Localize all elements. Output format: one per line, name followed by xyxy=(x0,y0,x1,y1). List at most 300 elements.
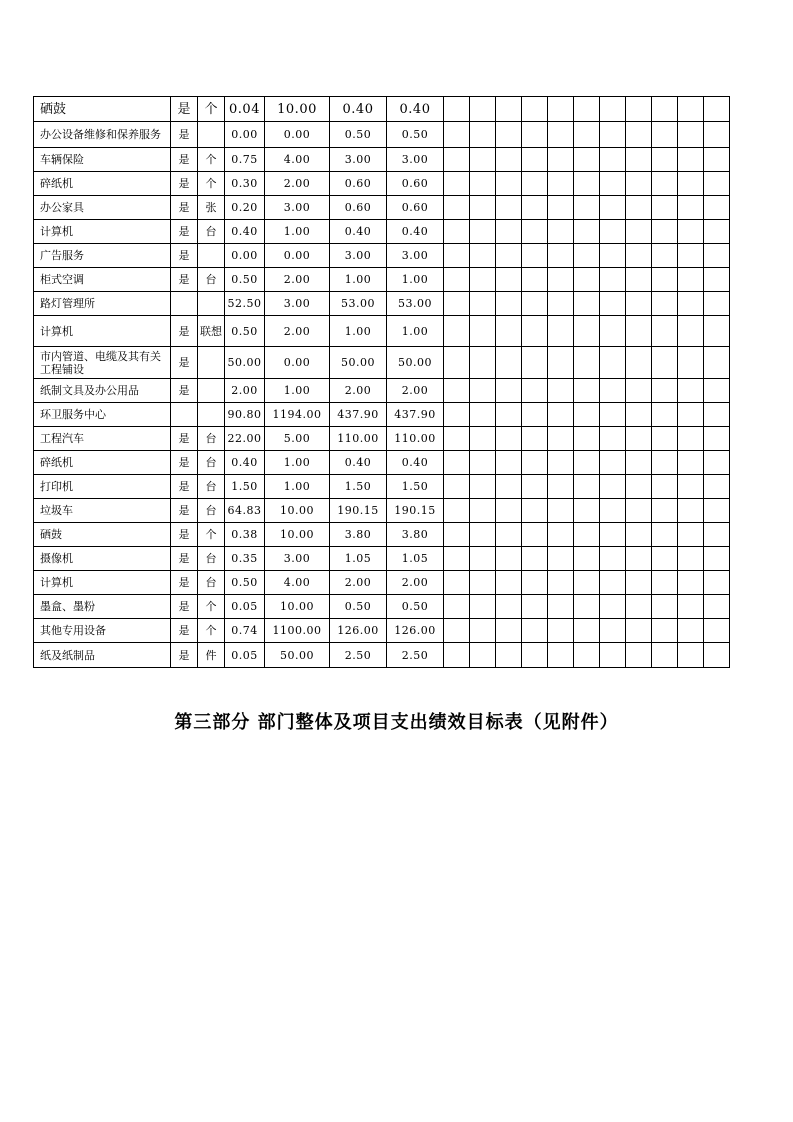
empty-cell xyxy=(574,347,600,379)
empty-cell xyxy=(496,427,522,451)
empty-cell xyxy=(496,547,522,571)
empty-cell xyxy=(496,571,522,595)
item-name-cell: 其他专用设备 xyxy=(34,619,171,643)
empty-cell xyxy=(600,268,626,292)
empty-cell xyxy=(626,97,652,122)
value-cell: 10.00 xyxy=(265,523,330,547)
empty-cell xyxy=(678,220,704,244)
value-cell: 0.50 xyxy=(387,122,444,148)
empty-cell xyxy=(496,595,522,619)
item-name-cell: 工程汽车 xyxy=(34,427,171,451)
table-row xyxy=(34,316,730,347)
empty-cell xyxy=(600,148,626,172)
value-cell: 0.40 xyxy=(225,451,265,475)
empty-cell xyxy=(704,148,730,172)
empty-cell xyxy=(600,547,626,571)
empty-cell xyxy=(444,196,470,220)
value-cell: 1.05 xyxy=(330,547,387,571)
empty-cell xyxy=(704,97,730,122)
empty-cell xyxy=(652,451,678,475)
empty-cell xyxy=(574,268,600,292)
item-name-cell: 广告服务 xyxy=(34,244,171,268)
empty-cell xyxy=(574,427,600,451)
empty-cell xyxy=(522,97,548,122)
empty-cell xyxy=(574,571,600,595)
empty-cell xyxy=(522,347,548,379)
empty-cell xyxy=(678,172,704,196)
empty-cell xyxy=(678,403,704,427)
value-cell: 0.74 xyxy=(225,619,265,643)
value-cell: 190.15 xyxy=(330,499,387,523)
value-cell: 0.50 xyxy=(330,595,387,619)
empty-cell xyxy=(522,523,548,547)
empty-cell xyxy=(626,523,652,547)
empty-cell xyxy=(496,316,522,347)
value-cell: 3.80 xyxy=(330,523,387,547)
empty-cell xyxy=(704,403,730,427)
value-cell: 126.00 xyxy=(330,619,387,643)
value-cell: 3.00 xyxy=(330,148,387,172)
flag-cell xyxy=(171,403,198,427)
empty-cell xyxy=(626,172,652,196)
empty-cell xyxy=(678,148,704,172)
table-row xyxy=(34,122,730,148)
empty-cell xyxy=(522,148,548,172)
unit-cell: 个 xyxy=(198,172,225,196)
empty-cell xyxy=(626,196,652,220)
empty-cell xyxy=(574,122,600,148)
empty-cell xyxy=(652,475,678,499)
empty-cell xyxy=(600,172,626,196)
flag-cell: 是 xyxy=(171,379,198,403)
empty-cell xyxy=(704,316,730,347)
empty-cell xyxy=(496,403,522,427)
empty-cell xyxy=(678,196,704,220)
empty-cell xyxy=(444,619,470,643)
empty-cell xyxy=(574,403,600,427)
unit-cell: 个 xyxy=(198,523,225,547)
empty-cell xyxy=(496,643,522,668)
table-row xyxy=(34,268,730,292)
empty-cell xyxy=(652,97,678,122)
item-name-cell: 路灯管理所 xyxy=(34,292,171,316)
flag-cell: 是 xyxy=(171,427,198,451)
unit-cell: 台 xyxy=(198,268,225,292)
empty-cell xyxy=(496,172,522,196)
flag-cell: 是 xyxy=(171,172,198,196)
value-cell: 0.05 xyxy=(225,643,265,668)
empty-cell xyxy=(496,523,522,547)
value-cell: 0.60 xyxy=(330,172,387,196)
flag-cell: 是 xyxy=(171,196,198,220)
empty-cell xyxy=(678,571,704,595)
value-cell: 0.40 xyxy=(330,97,387,122)
flag-cell: 是 xyxy=(171,643,198,668)
empty-cell xyxy=(470,499,496,523)
item-name-cell: 碎纸机 xyxy=(34,172,171,196)
empty-cell xyxy=(600,403,626,427)
empty-cell xyxy=(626,499,652,523)
empty-cell xyxy=(444,499,470,523)
empty-cell xyxy=(678,643,704,668)
empty-cell xyxy=(600,499,626,523)
value-cell: 0.40 xyxy=(225,220,265,244)
empty-cell xyxy=(704,347,730,379)
unit-cell: 台 xyxy=(198,475,225,499)
empty-cell xyxy=(444,451,470,475)
empty-cell xyxy=(652,547,678,571)
unit-cell xyxy=(198,122,225,148)
empty-cell xyxy=(704,244,730,268)
empty-cell xyxy=(574,148,600,172)
unit-cell xyxy=(198,292,225,316)
empty-cell xyxy=(600,451,626,475)
empty-cell xyxy=(444,122,470,148)
item-name-cell: 办公家具 xyxy=(34,196,171,220)
flag-cell: 是 xyxy=(171,571,198,595)
empty-cell xyxy=(704,595,730,619)
item-name-cell: 计算机 xyxy=(34,220,171,244)
empty-cell xyxy=(704,619,730,643)
empty-cell xyxy=(626,643,652,668)
empty-cell xyxy=(470,547,496,571)
empty-cell xyxy=(652,595,678,619)
empty-cell xyxy=(470,427,496,451)
flag-cell: 是 xyxy=(171,595,198,619)
value-cell: 110.00 xyxy=(330,427,387,451)
table-row xyxy=(34,403,730,427)
item-name-cell: 垃圾车 xyxy=(34,499,171,523)
empty-cell xyxy=(652,347,678,379)
table-row xyxy=(34,244,730,268)
unit-cell: 联想 xyxy=(198,316,225,347)
empty-cell xyxy=(496,379,522,403)
value-cell: 0.00 xyxy=(265,244,330,268)
table-row xyxy=(34,97,730,122)
empty-cell xyxy=(496,97,522,122)
value-cell: 1.00 xyxy=(265,451,330,475)
empty-cell xyxy=(548,451,574,475)
empty-cell xyxy=(496,499,522,523)
empty-cell xyxy=(574,475,600,499)
empty-cell xyxy=(470,196,496,220)
empty-cell xyxy=(678,451,704,475)
value-cell: 0.60 xyxy=(330,196,387,220)
empty-cell xyxy=(444,643,470,668)
empty-cell xyxy=(574,619,600,643)
value-cell: 3.00 xyxy=(265,292,330,316)
empty-cell xyxy=(652,122,678,148)
value-cell: 3.00 xyxy=(265,547,330,571)
empty-cell xyxy=(704,475,730,499)
value-cell: 3.80 xyxy=(387,523,444,547)
empty-cell xyxy=(600,292,626,316)
empty-cell xyxy=(626,547,652,571)
empty-cell xyxy=(522,268,548,292)
empty-cell xyxy=(600,475,626,499)
empty-cell xyxy=(496,244,522,268)
empty-cell xyxy=(600,122,626,148)
value-cell: 3.00 xyxy=(387,244,444,268)
item-name-cell: 碎纸机 xyxy=(34,451,171,475)
empty-cell xyxy=(574,643,600,668)
empty-cell xyxy=(548,475,574,499)
empty-cell xyxy=(470,347,496,379)
empty-cell xyxy=(522,196,548,220)
value-cell: 1.00 xyxy=(330,316,387,347)
empty-cell xyxy=(548,523,574,547)
empty-cell xyxy=(626,595,652,619)
empty-cell xyxy=(522,379,548,403)
flag-cell: 是 xyxy=(171,451,198,475)
empty-cell xyxy=(652,499,678,523)
empty-cell xyxy=(600,244,626,268)
empty-cell xyxy=(496,451,522,475)
empty-cell xyxy=(704,268,730,292)
empty-cell xyxy=(522,619,548,643)
value-cell: 90.80 xyxy=(225,403,265,427)
empty-cell xyxy=(574,220,600,244)
value-cell: 0.40 xyxy=(387,97,444,122)
empty-cell xyxy=(470,451,496,475)
empty-cell xyxy=(704,122,730,148)
value-cell: 10.00 xyxy=(265,595,330,619)
empty-cell xyxy=(522,547,548,571)
empty-cell xyxy=(600,316,626,347)
empty-cell xyxy=(626,220,652,244)
empty-cell xyxy=(626,379,652,403)
unit-cell: 个 xyxy=(198,619,225,643)
value-cell: 0.60 xyxy=(387,172,444,196)
empty-cell xyxy=(522,122,548,148)
empty-cell xyxy=(704,643,730,668)
empty-cell xyxy=(548,292,574,316)
empty-cell xyxy=(704,547,730,571)
empty-cell xyxy=(600,220,626,244)
table-row xyxy=(34,148,730,172)
empty-cell xyxy=(470,316,496,347)
value-cell: 0.75 xyxy=(225,148,265,172)
empty-cell xyxy=(548,220,574,244)
empty-cell xyxy=(652,403,678,427)
value-cell: 1.00 xyxy=(265,379,330,403)
value-cell: 0.40 xyxy=(387,220,444,244)
value-cell: 2.00 xyxy=(225,379,265,403)
empty-cell xyxy=(444,97,470,122)
empty-cell xyxy=(548,499,574,523)
value-cell: 0.40 xyxy=(330,451,387,475)
empty-cell xyxy=(574,451,600,475)
empty-cell xyxy=(548,427,574,451)
empty-cell xyxy=(470,244,496,268)
empty-cell xyxy=(548,244,574,268)
flag-cell: 是 xyxy=(171,220,198,244)
value-cell: 0.50 xyxy=(225,316,265,347)
empty-cell xyxy=(678,379,704,403)
value-cell: 0.40 xyxy=(330,220,387,244)
empty-cell xyxy=(626,244,652,268)
unit-cell xyxy=(198,347,225,379)
item-name-cell: 硒鼓 xyxy=(34,523,171,547)
empty-cell xyxy=(600,643,626,668)
empty-cell xyxy=(626,403,652,427)
value-cell: 126.00 xyxy=(387,619,444,643)
table-row xyxy=(34,619,730,643)
value-cell: 2.50 xyxy=(387,643,444,668)
flag-cell: 是 xyxy=(171,122,198,148)
table-row xyxy=(34,571,730,595)
unit-cell: 台 xyxy=(198,571,225,595)
empty-cell xyxy=(626,571,652,595)
item-name-cell: 办公设备维修和保养服务 xyxy=(34,122,171,148)
value-cell: 2.00 xyxy=(265,172,330,196)
table-row xyxy=(34,643,730,668)
empty-cell xyxy=(444,379,470,403)
empty-cell xyxy=(600,595,626,619)
empty-cell xyxy=(444,523,470,547)
value-cell: 1.00 xyxy=(387,316,444,347)
empty-cell xyxy=(548,571,574,595)
empty-cell xyxy=(496,148,522,172)
empty-cell xyxy=(678,523,704,547)
empty-cell xyxy=(470,619,496,643)
value-cell: 1.05 xyxy=(387,547,444,571)
unit-cell: 张 xyxy=(198,196,225,220)
table-row xyxy=(34,220,730,244)
flag-cell: 是 xyxy=(171,619,198,643)
empty-cell xyxy=(652,523,678,547)
empty-cell xyxy=(496,268,522,292)
table-row xyxy=(34,196,730,220)
empty-cell xyxy=(652,268,678,292)
value-cell: 2.00 xyxy=(387,571,444,595)
flag-cell: 是 xyxy=(171,268,198,292)
empty-cell xyxy=(704,427,730,451)
unit-cell: 个 xyxy=(198,595,225,619)
empty-cell xyxy=(496,196,522,220)
value-cell: 0.50 xyxy=(225,571,265,595)
empty-cell xyxy=(548,643,574,668)
empty-cell xyxy=(652,196,678,220)
empty-cell xyxy=(652,379,678,403)
empty-cell xyxy=(574,244,600,268)
empty-cell xyxy=(470,148,496,172)
value-cell: 2.00 xyxy=(265,316,330,347)
empty-cell xyxy=(600,347,626,379)
empty-cell xyxy=(574,97,600,122)
flag-cell: 是 xyxy=(171,316,198,347)
value-cell: 1194.00 xyxy=(265,403,330,427)
empty-cell xyxy=(522,244,548,268)
table-body xyxy=(34,97,730,668)
empty-cell xyxy=(470,292,496,316)
value-cell: 3.00 xyxy=(265,196,330,220)
empty-cell xyxy=(626,475,652,499)
empty-cell xyxy=(444,268,470,292)
unit-cell xyxy=(198,403,225,427)
value-cell: 437.90 xyxy=(330,403,387,427)
item-name-cell: 打印机 xyxy=(34,475,171,499)
value-cell: 1.50 xyxy=(387,475,444,499)
empty-cell xyxy=(678,97,704,122)
value-cell: 0.20 xyxy=(225,196,265,220)
table-row xyxy=(34,475,730,499)
value-cell: 50.00 xyxy=(265,643,330,668)
empty-cell xyxy=(652,427,678,451)
flag-cell: 是 xyxy=(171,475,198,499)
item-name-cell: 墨盒、墨粉 xyxy=(34,595,171,619)
empty-cell xyxy=(678,347,704,379)
value-cell: 0.50 xyxy=(387,595,444,619)
empty-cell xyxy=(470,643,496,668)
empty-cell xyxy=(652,220,678,244)
empty-cell xyxy=(574,196,600,220)
empty-cell xyxy=(704,292,730,316)
item-name-cell: 纸及纸制品 xyxy=(34,643,171,668)
empty-cell xyxy=(626,427,652,451)
table-row xyxy=(34,172,730,196)
value-cell: 2.00 xyxy=(330,571,387,595)
empty-cell xyxy=(444,475,470,499)
value-cell: 0.50 xyxy=(330,122,387,148)
value-cell: 10.00 xyxy=(265,499,330,523)
value-cell: 22.00 xyxy=(225,427,265,451)
empty-cell xyxy=(626,292,652,316)
empty-cell xyxy=(704,451,730,475)
value-cell: 437.90 xyxy=(387,403,444,427)
empty-cell xyxy=(522,316,548,347)
value-cell: 1.50 xyxy=(330,475,387,499)
empty-cell xyxy=(444,547,470,571)
empty-cell xyxy=(704,523,730,547)
table-row xyxy=(34,595,730,619)
empty-cell xyxy=(600,427,626,451)
empty-cell xyxy=(548,316,574,347)
empty-cell xyxy=(548,196,574,220)
value-cell: 0.05 xyxy=(225,595,265,619)
empty-cell xyxy=(626,347,652,379)
empty-cell xyxy=(444,292,470,316)
value-cell: 0.04 xyxy=(225,97,265,122)
empty-cell xyxy=(626,316,652,347)
empty-cell xyxy=(444,244,470,268)
value-cell: 50.00 xyxy=(225,347,265,379)
empty-cell xyxy=(574,292,600,316)
empty-cell xyxy=(626,451,652,475)
value-cell: 3.00 xyxy=(330,244,387,268)
item-name-cell: 纸制文具及办公用品 xyxy=(34,379,171,403)
empty-cell xyxy=(574,523,600,547)
item-name-cell: 市内管道、电缆及其有关工程铺设 xyxy=(34,347,171,379)
empty-cell xyxy=(444,347,470,379)
flag-cell: 是 xyxy=(171,244,198,268)
empty-cell xyxy=(704,196,730,220)
empty-cell xyxy=(704,220,730,244)
empty-cell xyxy=(678,595,704,619)
empty-cell xyxy=(522,172,548,196)
empty-cell xyxy=(678,292,704,316)
empty-cell xyxy=(548,148,574,172)
empty-cell xyxy=(548,595,574,619)
empty-cell xyxy=(678,244,704,268)
empty-cell xyxy=(522,220,548,244)
empty-cell xyxy=(678,427,704,451)
empty-cell xyxy=(444,148,470,172)
value-cell: 52.50 xyxy=(225,292,265,316)
empty-cell xyxy=(522,595,548,619)
value-cell: 64.83 xyxy=(225,499,265,523)
empty-cell xyxy=(548,172,574,196)
